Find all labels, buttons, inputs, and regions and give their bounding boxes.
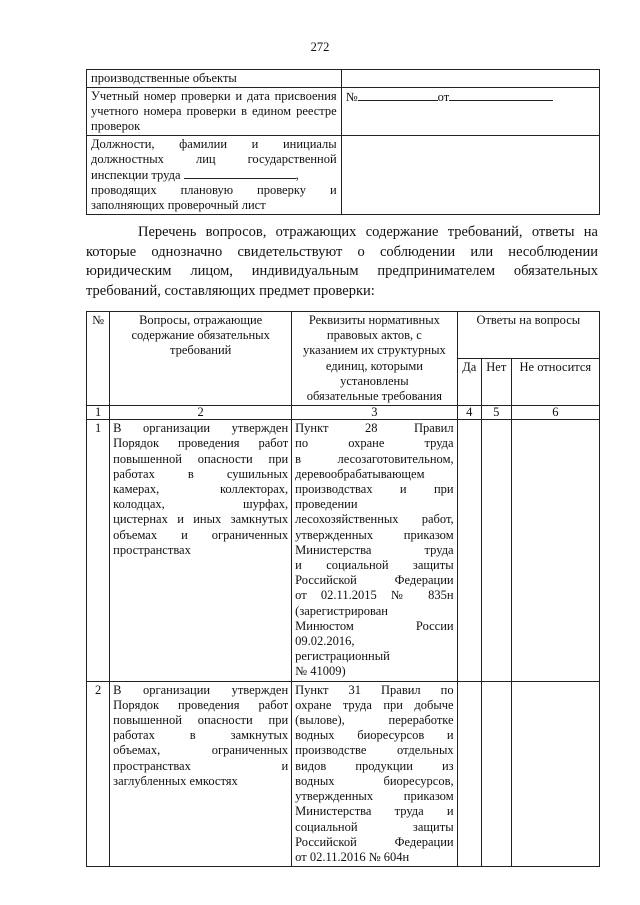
- column-number: 5: [481, 406, 511, 420]
- cell-line: камерах, коллекторах,: [113, 482, 289, 497]
- cell-line: социальной защиты: [295, 819, 454, 834]
- checklist-intro-paragraph: [86, 223, 598, 301]
- table-row: [87, 420, 600, 681]
- cell-line: утвержденных приказом: [295, 527, 454, 542]
- cell-line: от 02.11.2016 № 604н: [295, 849, 410, 864]
- intro-line: требований, составляющих предмет проверки:: [86, 282, 375, 299]
- info-label-officials: [87, 136, 342, 215]
- header-line: правовых актов, с: [326, 328, 422, 343]
- info-label-line: заполняющих проверочный лист: [91, 198, 266, 212]
- cell-line: и социальной защиты: [295, 558, 454, 573]
- header-line: Вопросы, отражающие: [139, 313, 263, 327]
- header-not-applicable: Не относится: [511, 359, 599, 406]
- header-line: единиц, которыми: [325, 358, 423, 373]
- cell-line: проведении: [295, 497, 358, 512]
- info-row-objects: [87, 70, 600, 88]
- cell-line: в лесозаготовительном,: [295, 451, 454, 466]
- header-answers: Ответы на вопросы: [457, 312, 599, 359]
- column-number: 4: [457, 406, 481, 420]
- answer-yes-cell[interactable]: [457, 420, 481, 681]
- cell-line: лесохозяйственных работ,: [295, 512, 454, 527]
- header-line: обязательные требования: [306, 389, 443, 404]
- info-label-line: учетного номера проверки в едином реестре: [91, 104, 337, 118]
- cell-line: Порядок проведения работ: [113, 436, 289, 451]
- intro-line: юридическим лицом, индивидуальным предпринимателем обязательных: [86, 263, 598, 279]
- registry-date-blank: [449, 89, 553, 101]
- cell-line: деревообрабатывающем: [295, 466, 425, 481]
- answer-yes-cell[interactable]: [457, 681, 481, 866]
- cell-line: колодцах, шурфах,: [113, 497, 289, 512]
- cell-line: № 41009): [295, 664, 346, 679]
- info-label-objects: [87, 70, 342, 88]
- info-label-line-with-blank: [91, 167, 337, 183]
- cell-line: видов продукции из: [295, 758, 454, 773]
- registry-number-label: №: [345, 90, 358, 104]
- row-question: [110, 681, 292, 866]
- cell-line: повышенной опасности при: [113, 451, 289, 466]
- cell-line: повышенной опасности при: [113, 713, 289, 728]
- info-value-registry: [341, 88, 599, 136]
- cell-line: работах в замкнутых: [113, 728, 289, 743]
- info-label-line: проводящих плановую проверку и: [91, 183, 337, 197]
- header-line: содержание обязательных: [131, 328, 270, 343]
- blank-suffix: ,: [295, 168, 299, 182]
- info-label-line: должностных лиц государственной: [91, 152, 337, 166]
- info-value-objects: [341, 70, 599, 88]
- cell-line: объемах, ограниченных: [113, 743, 289, 758]
- column-number: 1: [87, 406, 110, 420]
- header-requisites: [292, 312, 457, 406]
- header-line: указанием их структурных: [303, 343, 446, 358]
- column-number: 6: [511, 406, 599, 420]
- header-yes: Да: [457, 359, 481, 406]
- info-label-line: Учетный номер проверки и дата присвоения: [91, 89, 337, 103]
- inspection-info-table: [86, 69, 600, 215]
- row-requisites: [292, 420, 457, 681]
- answer-not-applicable-cell[interactable]: [511, 420, 599, 681]
- page-number: 272: [310, 40, 330, 54]
- info-label-line: производственные объекты: [91, 71, 237, 85]
- cell-line: (вылове), переработке: [295, 713, 454, 728]
- cell-line: водных биоресурсов,: [295, 773, 454, 788]
- cell-line: 09.02.2016,: [295, 634, 355, 649]
- cell-line: заглубленных емкостях: [113, 773, 238, 788]
- answer-no-cell[interactable]: [481, 681, 511, 866]
- row-requisites: [292, 681, 457, 866]
- column-number: 2: [110, 406, 292, 420]
- column-number-row: [87, 406, 600, 420]
- row-number: 1: [87, 420, 110, 681]
- info-label-line: проверок: [91, 119, 141, 133]
- cell-line: регистрационный: [295, 649, 390, 664]
- cell-line: Минюстом России: [295, 618, 454, 633]
- info-row-officials: [87, 136, 600, 215]
- cell-line: Пункт 28 Правил: [295, 421, 454, 436]
- info-label-registry: [87, 88, 342, 136]
- cell-line: Российской Федерации: [295, 573, 454, 588]
- header-line: Реквизиты нормативных: [308, 313, 440, 327]
- answer-not-applicable-cell[interactable]: [511, 681, 599, 866]
- intro-line: Перечень вопросов, отражающих содержание требований, ответы на: [138, 224, 598, 240]
- info-value-officials: [341, 136, 599, 215]
- checklist-header-row: [87, 312, 600, 359]
- cell-line: цистернах и иных замкнутых: [113, 512, 289, 527]
- registry-number-blank: [358, 89, 438, 101]
- cell-line: водных биоресурсов и: [295, 728, 454, 743]
- cell-line: Министерства труда: [295, 542, 454, 557]
- cell-line: Российской Федерации: [295, 834, 454, 849]
- cell-line: В организации утвержден: [113, 421, 289, 436]
- row-number: 2: [87, 681, 110, 866]
- cell-line: Пункт 31 Правил по: [295, 682, 454, 697]
- header-line: требований: [169, 343, 232, 358]
- header-questions: [110, 312, 292, 406]
- inspection-name-blank: [184, 167, 296, 179]
- cell-line: утвержденных приказом: [295, 789, 454, 804]
- info-label-line: инспекции труда: [91, 168, 181, 182]
- header-number: №: [87, 312, 110, 406]
- cell-line: по охране труда: [295, 436, 454, 451]
- answer-no-cell[interactable]: [481, 420, 511, 681]
- cell-line: (зарегистрирован: [295, 603, 388, 618]
- cell-line: производстве отдельных: [295, 743, 454, 758]
- row-question: [110, 420, 292, 681]
- cell-line: охране труда при добыче: [295, 697, 454, 712]
- registry-date-label: от: [437, 90, 450, 104]
- table-row: [87, 681, 600, 866]
- header-line: установлены: [340, 373, 409, 388]
- cell-line: объемах и ограниченных: [113, 527, 289, 542]
- intro-line: которые однозначно свидетельствуют о соблюдении или несоблюдении: [86, 243, 598, 260]
- cell-line: работах в сушильных: [113, 466, 289, 481]
- checklist-table: [86, 311, 600, 867]
- header-no: Нет: [481, 359, 511, 406]
- info-row-registry: [87, 88, 600, 136]
- cell-line: от 02.11.2015 № 835н: [295, 588, 454, 603]
- cell-line: пространствах: [113, 542, 191, 557]
- cell-line: Министерства труда и: [295, 804, 454, 819]
- cell-line: пространствах и: [113, 758, 289, 773]
- cell-line: производствах и при: [295, 482, 454, 497]
- cell-line: Порядок проведения работ: [113, 697, 289, 712]
- column-number: 3: [292, 406, 457, 420]
- cell-line: В организации утвержден: [113, 682, 289, 697]
- info-label-line: Должности, фамилии и инициалы: [91, 137, 337, 151]
